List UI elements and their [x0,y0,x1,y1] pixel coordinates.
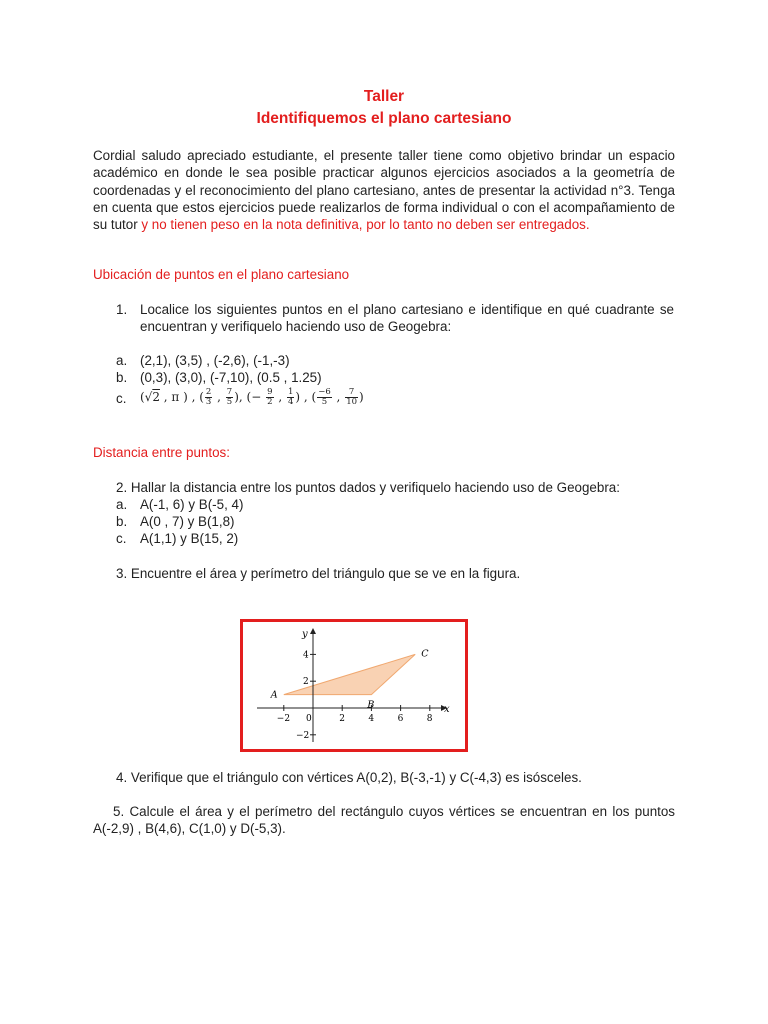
q2-text: 2. Hallar la distancia entre los puntos dados y verifiquelo haciendo uso de Geogebra: [116,480,620,495]
y-tick-label: 2 [303,677,309,688]
vertex-label-c: C [421,648,429,660]
q5-text: 5. Calcule el área y el perímetro del rectángulo cuyos vértices se encuentran en los puntos A(-2,9) , B(4,6), C(1,0) y D(-5,3). [93,804,675,837]
x-tick-label: 2 [339,714,345,724]
vertex-label-b: B [367,699,375,711]
q1-text: Localice los siguientes puntos en el plano cartesiano e identifique en qué cuadrante se encuentran y verifiquelo haciendo uso de Geogebra: [140,302,674,335]
intro-text: Cordial saludo apreciado estudiante, el presente taller tiene como objetivo brindar un espacio académico en donde le sea posible practicar algunos ejercicios asociados a la geometría de coordenadas y el reconocimiento del plano cartesiano, antes de presentar la actividad n°3. Tenga en cuenta que estos ejercicios puede realizarlos de forma individual o con el acompañamiento de su tutor [93,148,675,233]
q1-number: 1. [116,302,128,317]
triangle-shape [284,654,415,694]
vertex-label-a: A [270,689,278,701]
list-item: c. (√2 , π ) , ( $\frac{2}{3}$ , $\frac{7}{5}$ ), (− $\frac{9}{2}$ , $\frac{1}{4}$ ) , ( $\frac{-6}{5}$ , $\frac{7}{10}$ ) [116,387,364,407]
x-tick-label: 6 [397,714,404,724]
y-axis-arrow [310,628,316,634]
y-tick-label: −2 [296,730,310,741]
q4-text: 4. Verifique que el triángulo con vértices A(0,2), B(-3,-1) y C(-4,3) es isósceles. [116,770,582,785]
x-axis-label: x [444,704,450,715]
intro-paragraph [93,147,675,233]
y-axis-label: y [302,629,308,640]
section1-heading: Ubicación de puntos en el plano cartesiano [93,267,350,282]
x-tick-label: 0 [306,714,312,724]
page-title: Taller [363,88,405,105]
math-points-c: (√2 , π ) , ( $\frac{2}{3}$ , $\frac{7}{5}$ ), (− $\frac{9}{2}$ , $\frac{1}{4}$ ) , ( $\frac{-6}{5}$ , $\frac{7}{10}$ ) [140,387,364,407]
y-tick-label: 4 [303,650,309,661]
page-subtitle: Identifiquemos el plano cartesiano [256,110,512,127]
triangle-figure [240,619,468,752]
section2-heading: Distancia entre puntos: [93,445,230,460]
x-tick-label: −2 [276,714,291,724]
intro-highlight: y no tienen peso en la nota definitiva, por lo tanto no deben ser entregados. [137,217,590,233]
q3-text: 3. Encuentre el área y perímetro del triángulo que se ve en la figura. [116,566,521,581]
triangle-graph [243,622,465,749]
x-tick-label: 8 [426,714,433,724]
x-tick-label: 4 [368,714,375,724]
